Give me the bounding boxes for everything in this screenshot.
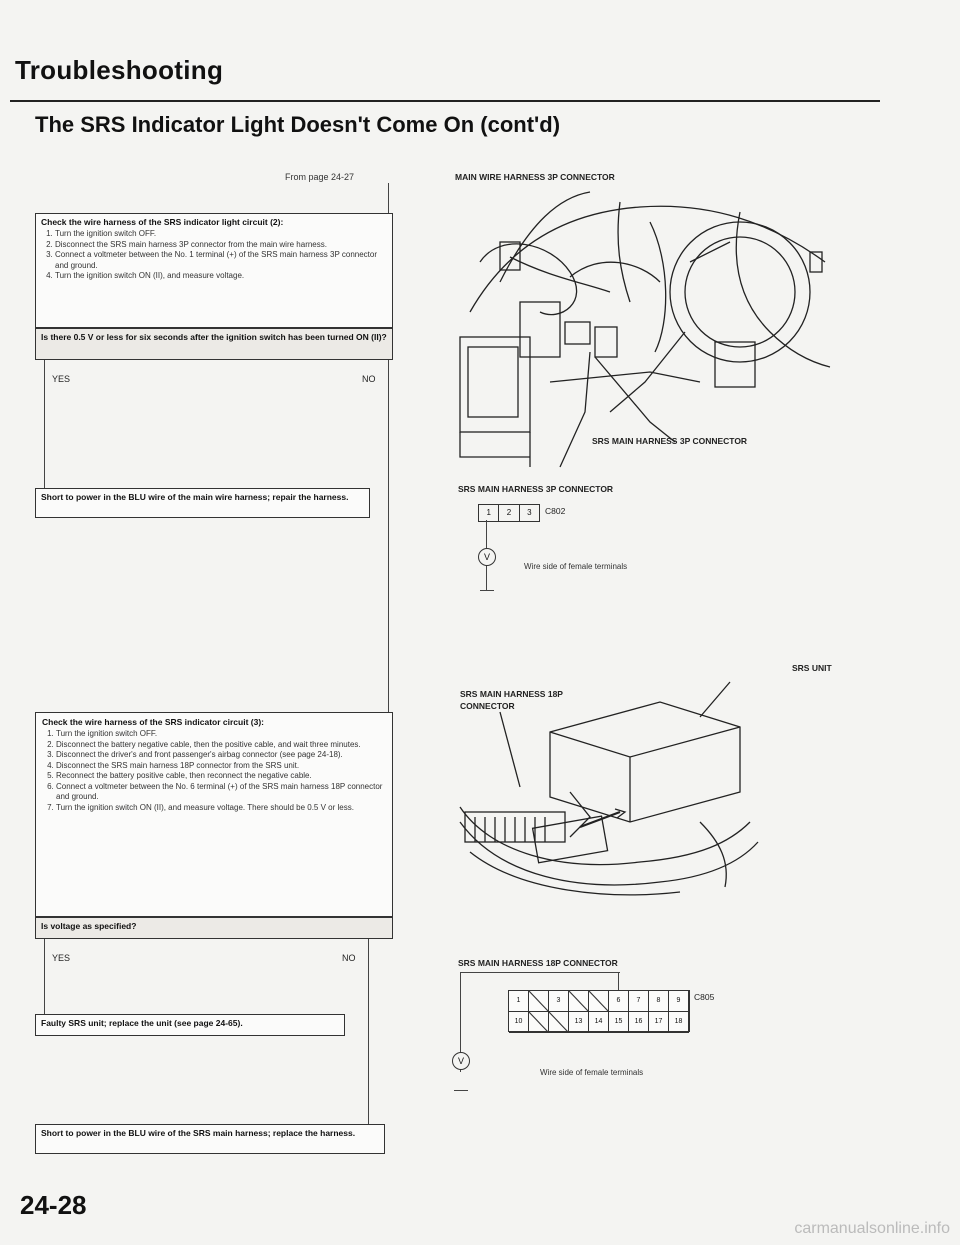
conn18p-lead-drop — [618, 972, 619, 990]
list-item: 6. Connect a voltmeter between the No. 6 terminal (+) of the SRS main harness 18P connector and ground. — [56, 782, 386, 803]
list-item: 5. Reconnect the battery positive cable, then reconnect the negative cable. — [56, 771, 386, 782]
list-item: 1. Turn the ignition switch OFF. — [56, 729, 386, 740]
fig1-label-top: MAIN WIRE HARNESS 3P CONNECTOR — [455, 172, 615, 182]
step2-yes: YES — [52, 953, 71, 963]
section-subtitle: The SRS Indicator Light Doesn't Come On (cont'd) — [35, 112, 561, 137]
conn18p-terminal: 16 — [629, 1012, 649, 1033]
flow-connector — [368, 939, 369, 1124]
conn18p-lead-top — [460, 972, 620, 973]
page-title: Troubleshooting — [15, 55, 224, 85]
conn18p-terminal — [529, 1012, 549, 1033]
fig2-label-conn: SRS MAIN HARNESS 18P CONNECTOR — [460, 689, 563, 711]
conn3p-terminal: 3 — [527, 508, 532, 517]
step1-question: Is there 0.5 V or less for six seconds after the ignition switch has been turned ON (II)? — [35, 328, 393, 360]
conn18p-terminal: 17 — [649, 1012, 669, 1033]
list-item: 1. Turn the ignition switch OFF. — [55, 229, 387, 240]
flow-connector — [44, 360, 45, 488]
conn18p-terminal — [549, 1012, 569, 1033]
ground-icon — [454, 1090, 468, 1091]
conn18p-terminal: 1 — [509, 991, 529, 1012]
voltmeter-icon: V — [452, 1052, 470, 1070]
conn18p-terminal: 6 — [609, 991, 629, 1012]
list-item: 4. Turn the ignition switch ON (II), and measure voltage. — [55, 271, 387, 282]
conn18p-terminal: 9 — [669, 991, 689, 1012]
conn18p-title: SRS MAIN HARNESS 18P CONNECTOR — [458, 958, 618, 968]
step2-no: NO — [342, 953, 356, 963]
watermark: carmanualsonline.info — [794, 1220, 950, 1237]
voltmeter-icon: V — [478, 548, 496, 566]
title-rule — [10, 100, 880, 102]
conn18p-terminal: 13 — [569, 1012, 589, 1033]
conn18p-code: C805 — [694, 992, 715, 1002]
flow-connector — [44, 939, 45, 1014]
conn18p-terminal: 8 — [649, 991, 669, 1012]
conn18p-terminal — [569, 991, 589, 1012]
step1-list — [41, 229, 387, 282]
conn3p-title: SRS MAIN HARNESS 3P CONNECTOR — [458, 484, 614, 494]
conn18p-terminal: 14 — [589, 1012, 609, 1033]
step1-box — [35, 213, 393, 328]
flow-connector — [388, 183, 389, 213]
list-item: 3. Disconnect the driver's and front passenger's airbag connector (see page 24-18). — [56, 750, 386, 761]
step2-list — [42, 729, 386, 813]
conn18p-terminal: 18 — [669, 1012, 689, 1033]
conn3p-note: Wire side of female terminals — [524, 562, 628, 571]
list-item: 3. Connect a voltmeter between the No. 1 terminal (+) of the SRS main harness 3P connector and ground. — [55, 250, 387, 271]
conn3p-terminal: 1 — [479, 505, 499, 521]
conn18p-terminal: 7 — [629, 991, 649, 1012]
conn18p-terminal — [589, 991, 609, 1012]
fig2-label-unit: SRS UNIT — [792, 663, 832, 673]
flow-connector — [388, 360, 389, 712]
step2-heading: Check the wire harness of the SRS indicator circuit (3): — [42, 717, 264, 727]
step2-question: Is voltage as specified? — [35, 917, 393, 939]
list-item: 2. Disconnect the battery negative cable, then the positive cable, and wait three minutes. — [56, 740, 386, 751]
srs-unit-illustration — [440, 672, 760, 902]
conn18p-terminal: 15 — [609, 1012, 629, 1033]
step1-no: NO — [362, 374, 376, 384]
step2-result-yes: Faulty SRS unit; replace the unit (see page 24-65). — [35, 1014, 345, 1036]
conn3p-terminal: 2 — [499, 505, 519, 521]
list-item: 2. Disconnect the SRS main harness 3P connector from the main wire harness. — [55, 240, 387, 251]
conn18p-terminal: 3 — [549, 991, 569, 1012]
conn3p-code: C802 — [545, 506, 566, 516]
list-item: 4. Disconnect the SRS main harness 18P connector from the SRS unit. — [56, 761, 386, 772]
page-number: 24-28 — [20, 1190, 87, 1220]
conn18p-terminal — [529, 991, 549, 1012]
conn18p-note: Wire side of female terminals — [540, 1068, 644, 1077]
from-page-ref: From page 24-27 — [285, 172, 355, 182]
dashboard-harness-illustration — [440, 182, 840, 477]
step2-result-no: Short to power in the BLU wire of the SRS main harness; replace the harness. — [35, 1124, 385, 1154]
step1-yes: YES — [52, 374, 71, 384]
step1-result-no: Short to power in the BLU wire of the main wire harness; repair the harness. — [35, 488, 370, 518]
conn18p-terminal: 10 — [509, 1012, 529, 1033]
fig1-label-bottom: SRS MAIN HARNESS 3P CONNECTOR — [592, 436, 748, 446]
ground-icon — [480, 590, 494, 591]
list-item: 7. Turn the ignition switch ON (II), and measure voltage. There should be 0.5 V or less. — [56, 803, 386, 814]
conn3p-connector — [478, 504, 540, 522]
step2-box — [35, 712, 393, 917]
conn18p-connector — [508, 990, 690, 1032]
step1-heading: Check the wire harness of the SRS indicator light circuit (2): — [41, 217, 284, 227]
